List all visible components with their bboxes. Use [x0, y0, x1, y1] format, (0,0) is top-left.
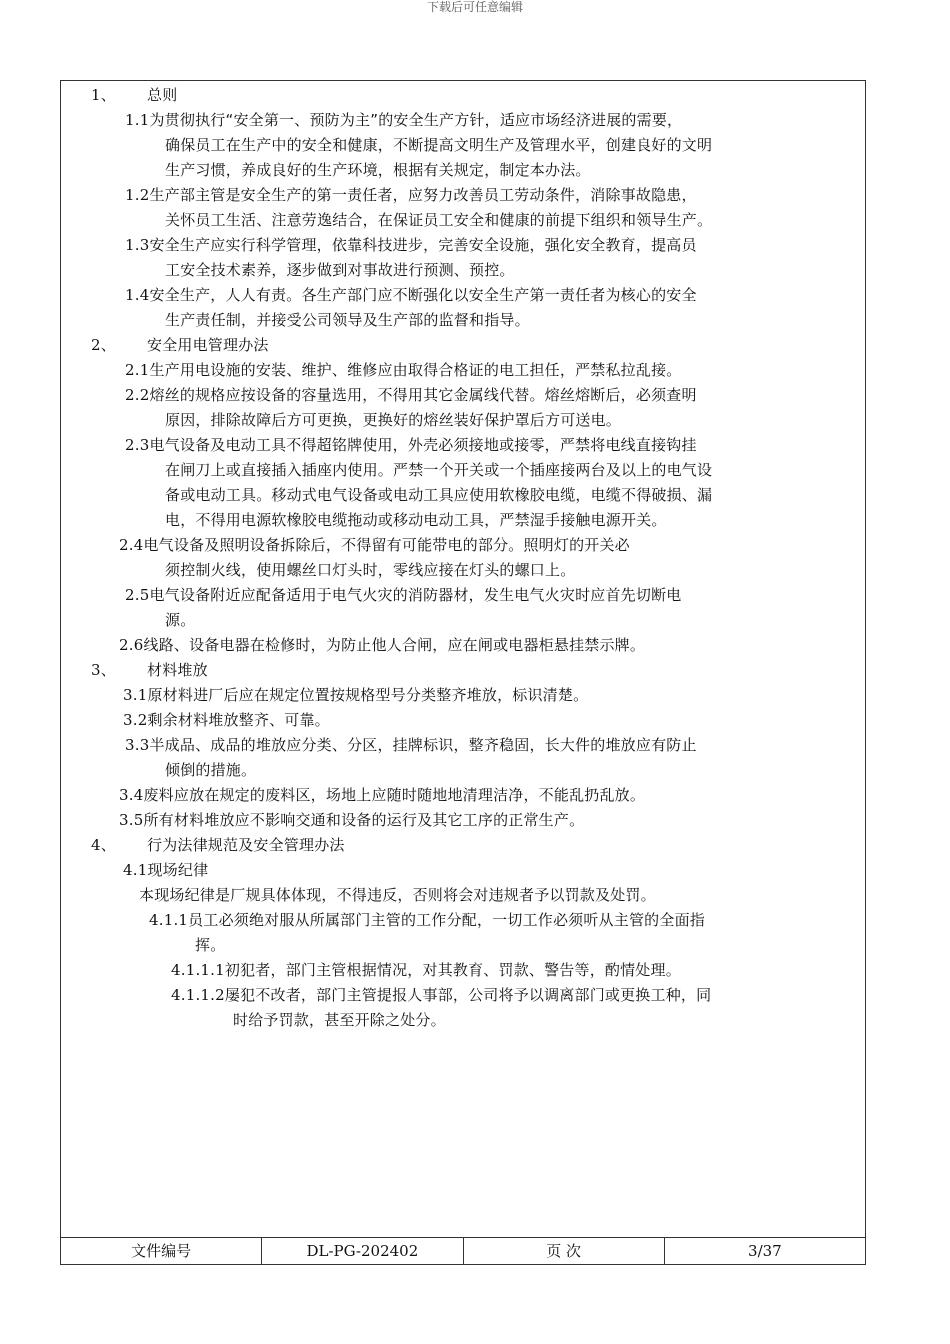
- clause-continuation-line: 备或电动工具。移动式电气设备或电动工具应使用软橡胶电缆，电缆不得破损、漏: [165, 486, 713, 504]
- clause-first-line: [125, 108, 712, 133]
- clause-first-line: [171, 958, 681, 983]
- clause-continuation-line: 时给予罚款，甚至开除之处分。: [233, 1011, 446, 1029]
- clause-first-line: [171, 983, 711, 1008]
- section-number: 4、: [91, 836, 116, 854]
- clause-text: 本现场纪律是厂规具体体现，不得违反，否则将会对违规者予以罚款及处罚。: [139, 886, 656, 904]
- clause-continuation-line: 在闸刀上或直接插入插座内使用。严禁一个开关或一个插座接两台及以上的电气设: [165, 461, 713, 479]
- clause-first-line: [123, 683, 588, 708]
- clause-item: [171, 983, 711, 1033]
- clause-number: 4.1.1.2: [171, 986, 225, 1004]
- clause-item: [139, 883, 656, 908]
- clause-first-line: [119, 808, 584, 833]
- clause-continuation-line: 生产习惯，养成良好的生产环境，根据有关规定，制定本办法。: [165, 161, 591, 179]
- clause-number: 1.4: [125, 286, 150, 304]
- clause-text: 电气设备附近应配备适用于电气火灾的消防器材，发生电气火灾时应首先切断电: [149, 586, 682, 604]
- clause-text: 电气设备及电动工具不得超铭牌使用，外壳必须接地或接零，严禁将电线直接钩挂: [149, 436, 697, 454]
- clause-text: 电气设备及照明设备拆除后，不得留有可能带电的部分。照明灯的开关必: [143, 536, 630, 554]
- clause-text: 原材料进厂后应在规定位置按规格型号分类整齐堆放，标识清楚。: [147, 686, 589, 704]
- section-title: 行为法律规范及安全管理办法: [147, 836, 345, 854]
- clause-continuation-line: 挥。: [195, 936, 226, 954]
- footer-label-code: 文件编号: [61, 1238, 262, 1264]
- clause-number: 2.6: [119, 636, 144, 654]
- clause-number: 2.3: [125, 436, 150, 454]
- clause-item: [125, 733, 697, 783]
- section-heading: [91, 83, 177, 108]
- clause-text: 员工必须绝对服从所属部门主管的工作分配，一切工作必须听从主管的全面指: [188, 911, 705, 929]
- clause-text: 生产用电设施的安装、维护、维修应由取得合格证的电工担任，严禁私拉乱接。: [149, 361, 682, 379]
- clause-text: 为贯彻执行“安全第一、预防为主”的安全生产方针，适应市场经济进展的需要，: [149, 111, 683, 129]
- clause-number: 1.3: [125, 236, 150, 254]
- clause-continuation-line: 须控制火线，使用螺丝口灯头时，零线应接在灯头的螺口上。: [165, 561, 576, 579]
- clause-text: 初犯者，部门主管根据情况，对其教育、罚款、警告等，酌情处理。: [224, 961, 681, 979]
- clause-number: 3.5: [119, 811, 144, 829]
- clause-item: [149, 908, 705, 958]
- clause-item: [125, 383, 697, 433]
- clause-item: [125, 233, 697, 283]
- clause-continuation-line: 电，不得用电源软橡胶电缆拖动或移动电动工具，严禁湿手接触电源开关。: [165, 511, 667, 529]
- footer-table: [61, 1237, 865, 1264]
- clause-item: [119, 783, 645, 808]
- clause-first-line: [125, 733, 697, 758]
- section-heading: [91, 658, 208, 683]
- clause-number: 3.2: [123, 711, 148, 729]
- clause-item: [119, 533, 630, 583]
- clause-first-line: [125, 383, 697, 408]
- clause-number: 3.4: [119, 786, 144, 804]
- clause-text: 屡犯不改者，部门主管提报人事部，公司将予以调离部门或更换工种，同: [224, 986, 712, 1004]
- document-frame: [60, 80, 866, 1265]
- clause-first-line: [139, 883, 656, 908]
- clause-continuation-line: 原因，排除故障后方可更换，更换好的熔丝装好保护罩后方可送电。: [165, 411, 622, 429]
- clause-text: 熔丝的规格应按设备的容量选用，不得用其它金属线代替。熔丝熔断后，必须查明: [149, 386, 697, 404]
- clause-item: [125, 183, 712, 233]
- clause-item: [125, 108, 712, 183]
- clause-text: 所有材料堆放应不影响交通和设备的运行及其它工序的正常生产。: [143, 811, 585, 829]
- clause-number: 4.1.1.1: [171, 961, 225, 979]
- clause-item: [123, 708, 330, 733]
- clause-continuation-line: 关怀员工生活、注意劳逸结合，在保证员工安全和健康的前提下组织和领导生产。: [165, 211, 713, 229]
- clause-text: 现场纪律: [147, 861, 209, 879]
- clause-first-line: [123, 858, 208, 883]
- footer-doc-code: DL-PG-202402: [262, 1238, 463, 1264]
- clause-first-line: [125, 233, 697, 258]
- clause-item: [119, 633, 645, 658]
- clause-first-line: [125, 583, 681, 608]
- section-number: 3、: [91, 661, 116, 679]
- clause-item: [125, 358, 681, 383]
- clause-text: 生产部主管是安全生产的第一责任者，应努力改善员工劳动条件，消除事故隐患，: [149, 186, 697, 204]
- clause-number: 3.1: [123, 686, 148, 704]
- clause-number: 2.5: [125, 586, 150, 604]
- clause-continuation-line: 倾倒的措施。: [165, 761, 257, 779]
- clause-first-line: [119, 533, 630, 558]
- clause-first-line: [119, 783, 645, 808]
- section-heading: [91, 333, 269, 358]
- section-title: 安全用电管理办法: [147, 336, 269, 354]
- clause-text: 半成品、成品的堆放应分类、分区，挂牌标识，整齐稳固，长大件的堆放应有防止: [149, 736, 697, 754]
- section-heading: [91, 833, 345, 858]
- section-number: 2、: [91, 336, 116, 354]
- clause-item: [119, 808, 584, 833]
- clause-continuation-line: 生产责任制，并接受公司领导及生产部的监督和指导。: [165, 311, 530, 329]
- clause-item: [125, 283, 697, 333]
- clause-continuation-line: 确保员工在生产中的安全和健康，不断提高文明生产及管理水平，创建良好的文明: [165, 136, 713, 154]
- clause-first-line: [149, 908, 705, 933]
- clause-item: [123, 683, 588, 708]
- clause-text: 废料应放在规定的废料区，场地上应随时随地地清理洁净，不能乱扔乱放。: [143, 786, 646, 804]
- clause-text: 安全生产应实行科学管理，依靠科技进步，完善安全设施，强化安全教育，提高员: [149, 236, 697, 254]
- clause-number: 4.1: [123, 861, 148, 879]
- clause-item: [125, 583, 681, 633]
- clause-first-line: [119, 633, 645, 658]
- clause-number: 1.2: [125, 186, 150, 204]
- header-watermark: 下载后可任意编辑: [426, 0, 523, 14]
- clause-number: 1.1: [125, 111, 150, 129]
- clause-number: 2.1: [125, 361, 150, 379]
- clause-text: 剩余材料堆放整齐、可靠。: [147, 711, 330, 729]
- clause-continuation-line: 源。: [165, 611, 196, 629]
- footer-page-number: 3/37: [748, 1242, 782, 1260]
- clause-first-line: [125, 358, 681, 383]
- footer-label-page: 页 次: [464, 1238, 665, 1264]
- clause-number: 2.2: [125, 386, 150, 404]
- clause-item: [123, 858, 208, 883]
- clause-first-line: [125, 433, 712, 458]
- clause-item: [125, 433, 712, 533]
- clause-item: [171, 958, 681, 983]
- clause-text: 线路、设备电器在检修时，为防止他人合闸，应在闸或电器柜悬挂禁示牌。: [143, 636, 646, 654]
- clause-text: 安全生产，人人有责。各生产部门应不断强化以安全生产第一责任者为核心的安全: [149, 286, 697, 304]
- section-number: 1、: [91, 86, 116, 104]
- clause-continuation-line: 工安全技术素养，逐步做到对事故进行预测、预控。: [165, 261, 515, 279]
- clause-number: 2.4: [119, 536, 144, 554]
- section-title: 总则: [147, 86, 178, 104]
- clause-number: 3.3: [125, 736, 150, 754]
- section-title: 材料堆放: [147, 661, 208, 679]
- clause-first-line: [125, 183, 712, 208]
- clause-first-line: [125, 283, 697, 308]
- clause-first-line: [123, 708, 330, 733]
- clause-number: 4.1.1: [149, 911, 189, 929]
